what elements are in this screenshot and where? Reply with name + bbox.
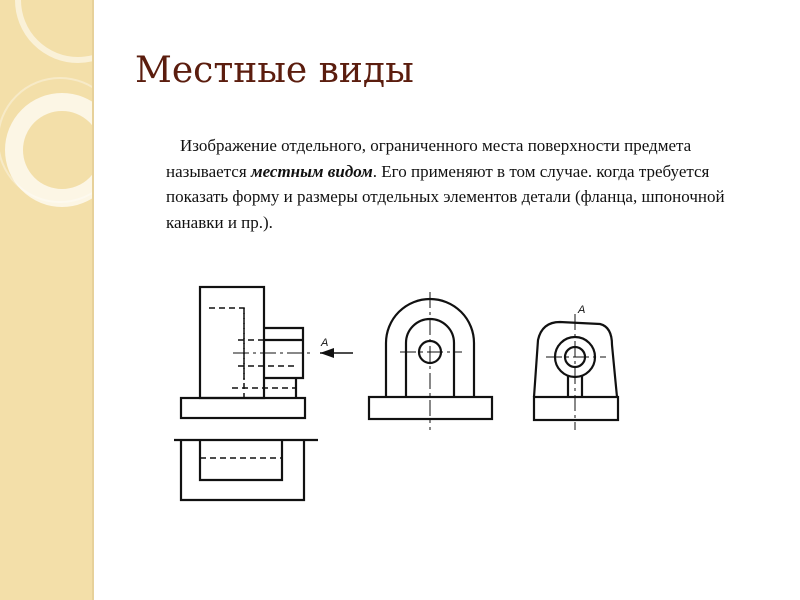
slide-title: Местные виды — [135, 50, 414, 91]
local-view-a — [534, 314, 618, 430]
paragraph-text-end: . Его применяют в том случае. когда требуется показать форму и размеры отдельных элементов детали (фланца, шпоночной канавки и пр.). — [166, 161, 725, 232]
local-view-label: A — [578, 304, 586, 316]
paragraph-text-start: Изображение отдельного, ограниченного места поверхности предмета называется — [166, 136, 692, 181]
view-direction-arrow — [320, 348, 353, 358]
top-view — [174, 440, 318, 500]
front-view — [181, 287, 310, 418]
side-view — [369, 292, 492, 430]
paragraph-emphasis: местным видом — [250, 161, 373, 181]
arrow-label: A — [321, 337, 329, 349]
